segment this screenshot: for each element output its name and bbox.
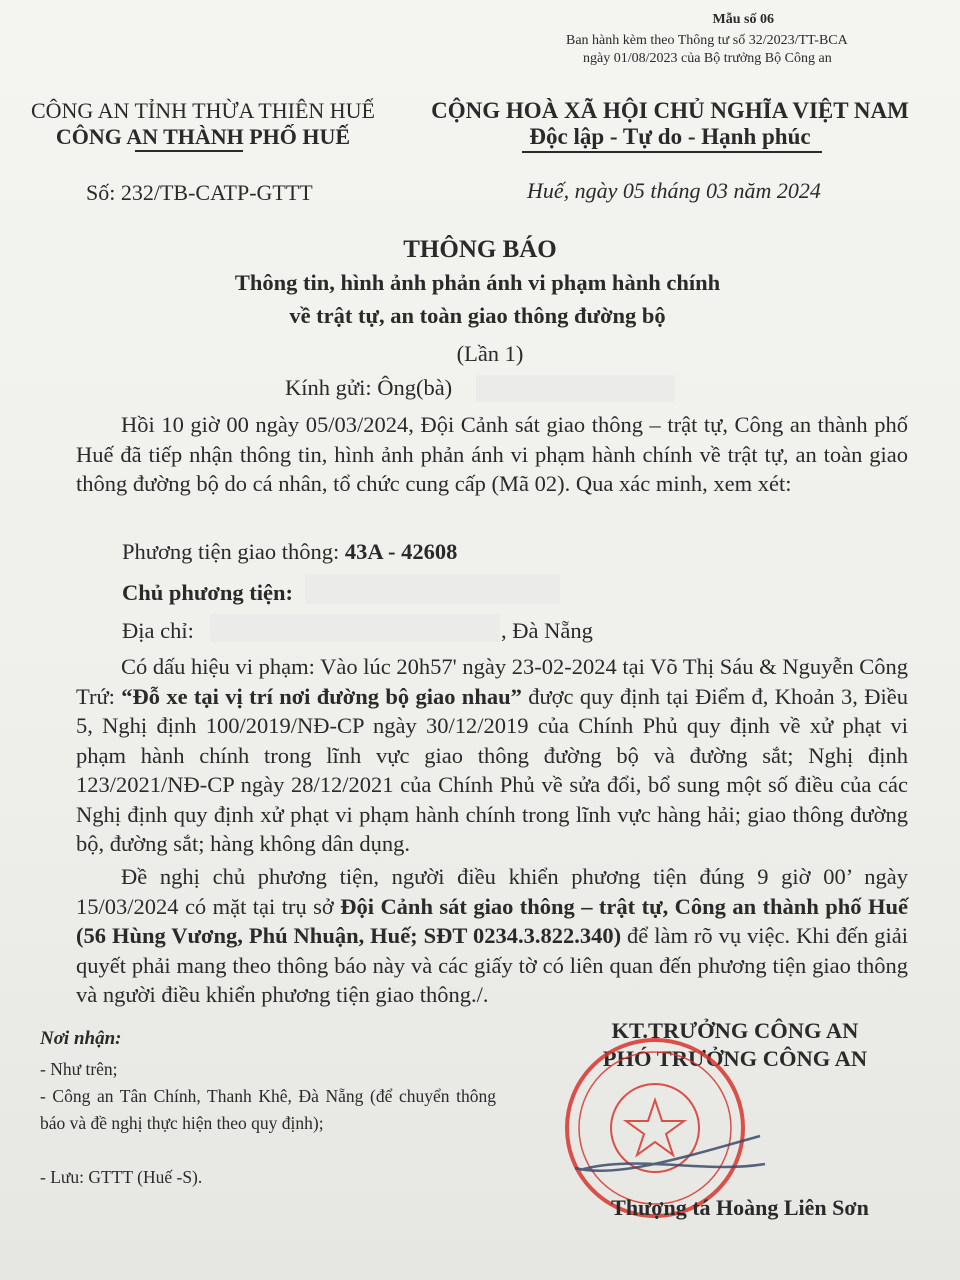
redacted-address bbox=[210, 614, 500, 642]
notice-title: THÔNG BÁO bbox=[403, 236, 557, 263]
signature-title-2: PHÓ TRƯỞNG CÔNG AN bbox=[602, 1046, 868, 1071]
signature-title-1: KT.TRƯỞNG CÔNG AN bbox=[611, 1018, 859, 1043]
request-prefix: Đề nghị chủ phương tiện, người điều khiển phương tiện đúng 9 giờ 00’ ngày 15/03/2024 có mặt tại trụ sở bbox=[76, 864, 908, 919]
agency-unit: CÔNG AN THÀNH PHỐ HUẾ bbox=[55, 124, 351, 149]
recipient-2: - Công an Tân Chính, Thanh Khê, Đà Nẵng (để chuyển thông báo và đề nghị thực hiện theo quy định); bbox=[40, 1086, 496, 1133]
document-number: Số: 232/TB-CATP-GTTT bbox=[86, 180, 313, 205]
vehicle-owner-row bbox=[122, 578, 293, 608]
redacted-addressee bbox=[476, 375, 674, 402]
agency-underline bbox=[135, 150, 243, 152]
motto-underline bbox=[522, 151, 822, 153]
vehicle-owner-label: Chủ phương tiện: bbox=[122, 580, 294, 605]
violation-prefix: Có dấu hiệu vi phạm: Vào lúc 20h57' ngày 23-02-2024 tại Võ Thị Sáu & Nguyễn Công Trứ: bbox=[76, 654, 908, 709]
recipient-3: - Lưu: GTTT (Huế -S). bbox=[40, 1167, 203, 1187]
vehicle-address-label: Địa chỉ: bbox=[122, 618, 194, 643]
vehicle-address-city: , Đà Nẵng bbox=[501, 618, 593, 643]
vehicle-plate-row bbox=[122, 537, 457, 567]
notice-attempt: (Lần 1) bbox=[456, 341, 524, 366]
request-suffix: để làm rõ vụ việc. Khi đến giải quyết phải mang theo thông báo này và các giấy tờ có liên quan đến phương tiện giao thông và người điều khiển phương tiện giao thông./. bbox=[76, 923, 908, 1007]
violation-act: “Đỗ xe tại vị trí nơi đường bộ giao nhau” bbox=[121, 683, 522, 709]
agency-parent: CÔNG AN TỈNH THỪA THIÊN HUẾ bbox=[30, 98, 375, 123]
request-paragraph bbox=[76, 862, 908, 1010]
vehicle-plate: 43A - 42608 bbox=[344, 539, 458, 564]
addressee: Kính gửi: Ông(bà) bbox=[285, 375, 453, 400]
nation-motto: Độc lập - Tự do - Hạnh phúc bbox=[529, 124, 811, 149]
recipient-1: - Như trên; bbox=[40, 1059, 118, 1079]
notice-subtitle-2: về trật tự, an toàn giao thông đường bộ bbox=[289, 303, 666, 328]
intro-paragraph: Hồi 10 giờ 00 ngày 05/03/2024, Đội Cảnh sát giao thông – trật tự, Công an thành phố Huế đã tiếp nhận thông tin, hình ảnh phản ánh vi phạm hành chính về trật tự, an toàn giao thông đường bộ do cá nhân, tổ chức cung cấp (Mã 02). Qua xác minh, xem xét: bbox=[76, 412, 908, 496]
nation-name: CỘNG HOÀ XÃ HỘI CHỦ NGHĨA VIỆT NAM bbox=[431, 98, 909, 123]
redacted-owner bbox=[305, 574, 560, 604]
signer-name: Thượng tá Hoàng Liên Sơn bbox=[611, 1195, 869, 1220]
place-date: Huế, ngày 05 tháng 03 năm 2024 bbox=[527, 178, 821, 203]
vehicle-plate-label: Phương tiện giao thông: bbox=[122, 539, 345, 564]
notice-subtitle-1: Thông tin, hình ảnh phản ánh vi phạm hành chính bbox=[234, 270, 721, 295]
form-number: Mẫu số 06 bbox=[712, 12, 774, 27]
violation-suffix: được quy định tại Điểm đ, Khoản 3, Điều 5, Nghị định 100/2019/NĐ-CP ngày 30/12/2019 của Chính Phủ quy định về xử phạt vi phạm hành chính trong lĩnh vực giao thông đường bộ và đường sắt; Nghị định 123/2021/NĐ-CP ngày 28/12/2021 của Chính Phủ về sửa đổi, bổ sung một số điều của các Nghị định quy định xử phạt vi phạm hành chính trong lĩnh vực hàng hải; giao thông đường bộ, đường sắt; hàng không dân dụng. bbox=[76, 683, 908, 856]
request-place: Đội Cảnh sát giao thông – trật tự, Công an thành phố Huế (56 Hùng Vương, Phú Nhuận, Huế; SĐT 0234.3.822.340) bbox=[76, 893, 908, 948]
form-issued-with: Ban hành kèm theo Thông tư số 32/2023/TT-BCA bbox=[566, 33, 848, 48]
form-issued-date: ngày 01/08/2023 của Bộ trưởng Bộ Công an bbox=[583, 51, 832, 66]
violation-paragraph bbox=[76, 652, 908, 859]
recipients-title: Nơi nhận: bbox=[40, 1028, 122, 1049]
